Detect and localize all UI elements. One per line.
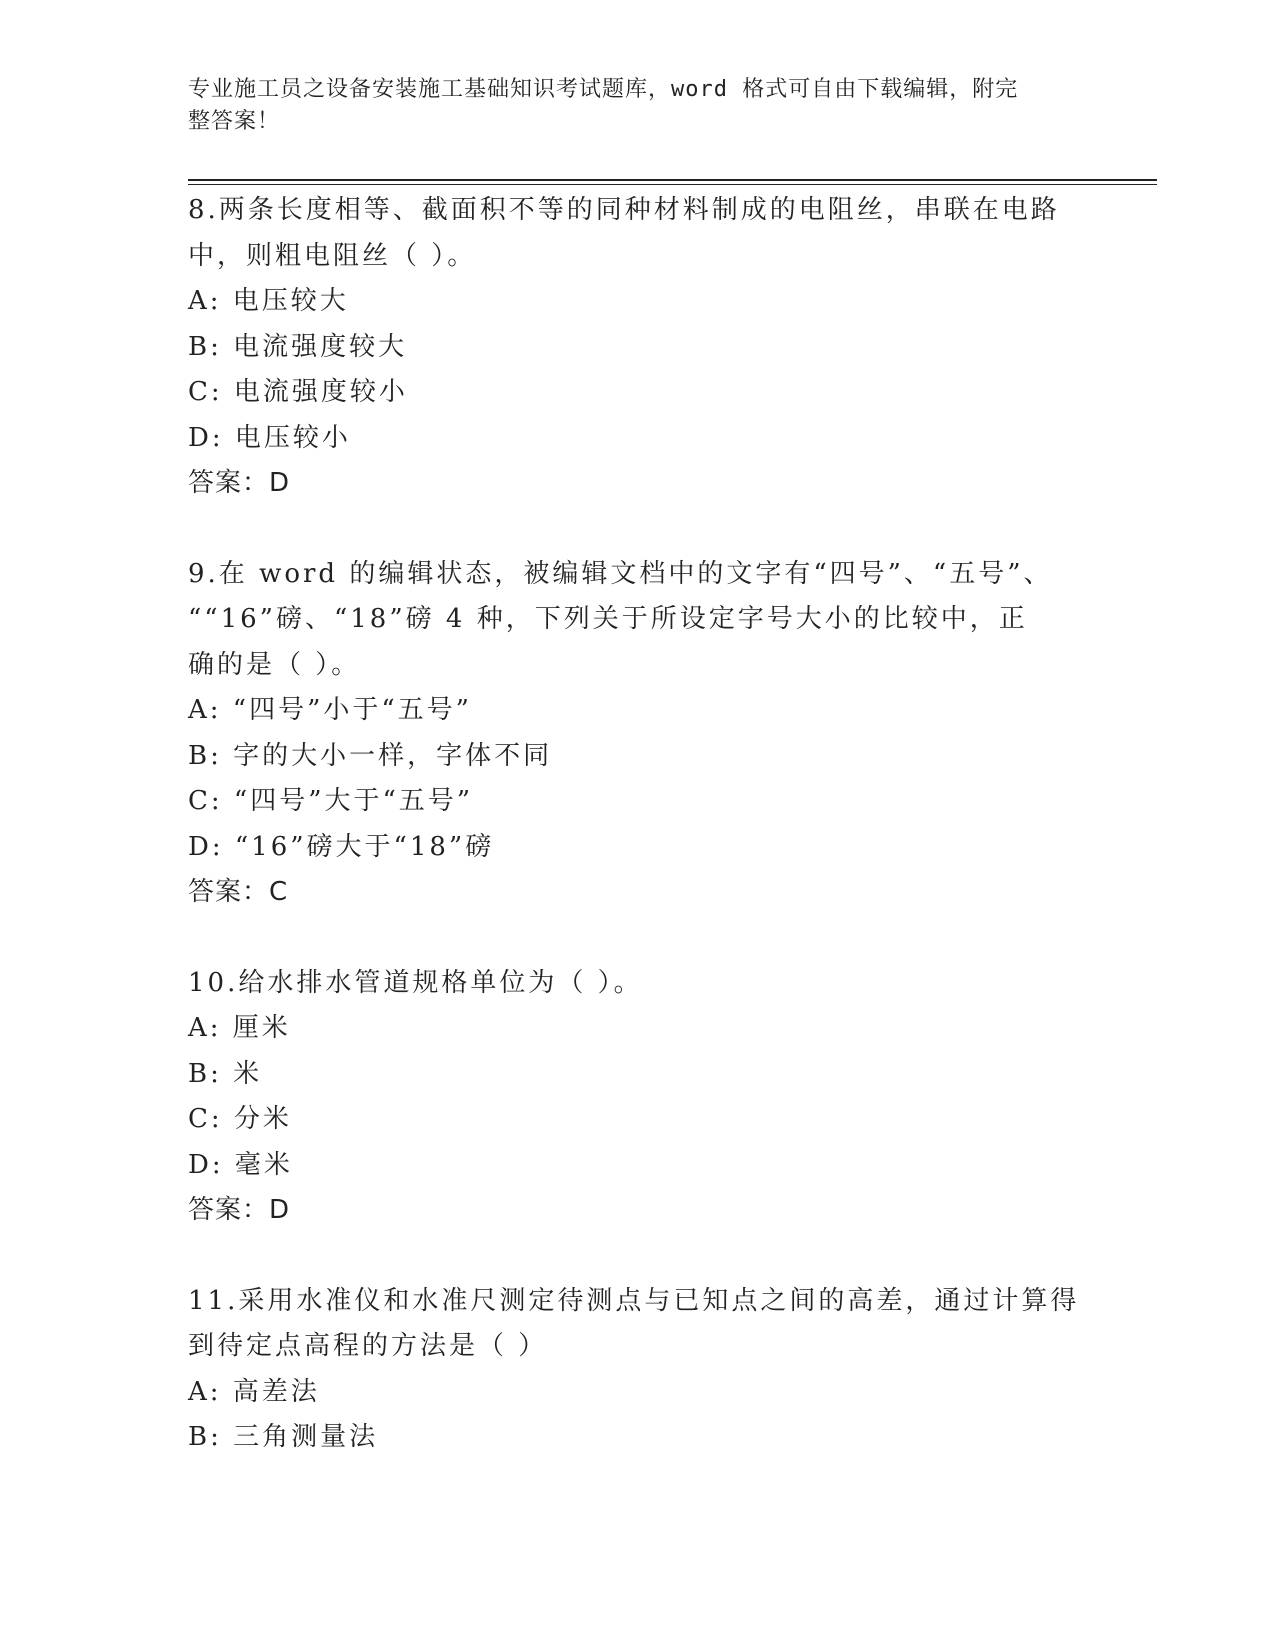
option-c: C: 电流强度较小 [188, 377, 408, 407]
question-stem-line: 到待定点高程的方法是（ ） [188, 1331, 548, 1361]
question-stem-line: 中，则粗电阻丝（ ）。 [188, 240, 477, 271]
option-d: D: 毫米 [188, 1149, 293, 1180]
question-item [188, 552, 1088, 916]
question-item [188, 1279, 1088, 1461]
option-a: A: 厘米 [188, 1013, 291, 1043]
answer-line: 答案：C [188, 877, 289, 907]
option-b: B: 字的大小一样，字体不同 [188, 740, 553, 771]
question-stem-line: 9.在 word 的编辑状态，被编辑文档中的文字有“四号”、“五号”、 [188, 558, 1053, 589]
option-c: C: “四号”大于“五号” [188, 786, 474, 816]
option-c: C: 分米 [188, 1104, 292, 1134]
question-stem-line: 8.两条长度相等、截面积不等的同种材料制成的电阻丝，串联在电路 [188, 195, 1060, 225]
option-b: B: 电流强度较大 [188, 331, 408, 362]
answer-line: 答案：D [188, 468, 291, 498]
question-item [188, 188, 1088, 507]
question-list [188, 188, 1088, 1461]
header-divider [188, 179, 1157, 181]
header-line: 专业施工员之设备安装施工基础知识考试题库，word 格式可自由下载编辑，附完 [188, 77, 1019, 102]
option-a: A: 电压较大 [188, 286, 349, 316]
header-divider-thin [188, 184, 1157, 185]
document-header [188, 74, 1068, 138]
answer-line: 答案：D [188, 1195, 291, 1225]
option-a: A: “四号”小于“五号” [188, 695, 472, 725]
header-line: 整答案！ [188, 109, 281, 134]
option-b: B: 米 [188, 1058, 263, 1089]
question-stem-line: 确的是（ ）。 [188, 649, 361, 680]
option-b: B: 三角测量法 [188, 1422, 379, 1452]
question-stem-line: 11.采用水准仪和水准尺测定待测点与已知点之间的高差，通过计算得 [188, 1285, 1080, 1316]
question-stem-line: ““16”磅、“18”磅 4 种，下列关于所设定字号大小的比较中，正 [188, 604, 1028, 634]
question-stem-line: 10.给水排水管道规格单位为（ ）。 [188, 967, 643, 998]
question-item [188, 961, 1088, 1234]
option-d: D: “16”磅大于“18”磅 [188, 831, 495, 862]
option-a: A: 高差法 [188, 1376, 320, 1407]
option-d: D: 电压较小 [188, 422, 351, 453]
